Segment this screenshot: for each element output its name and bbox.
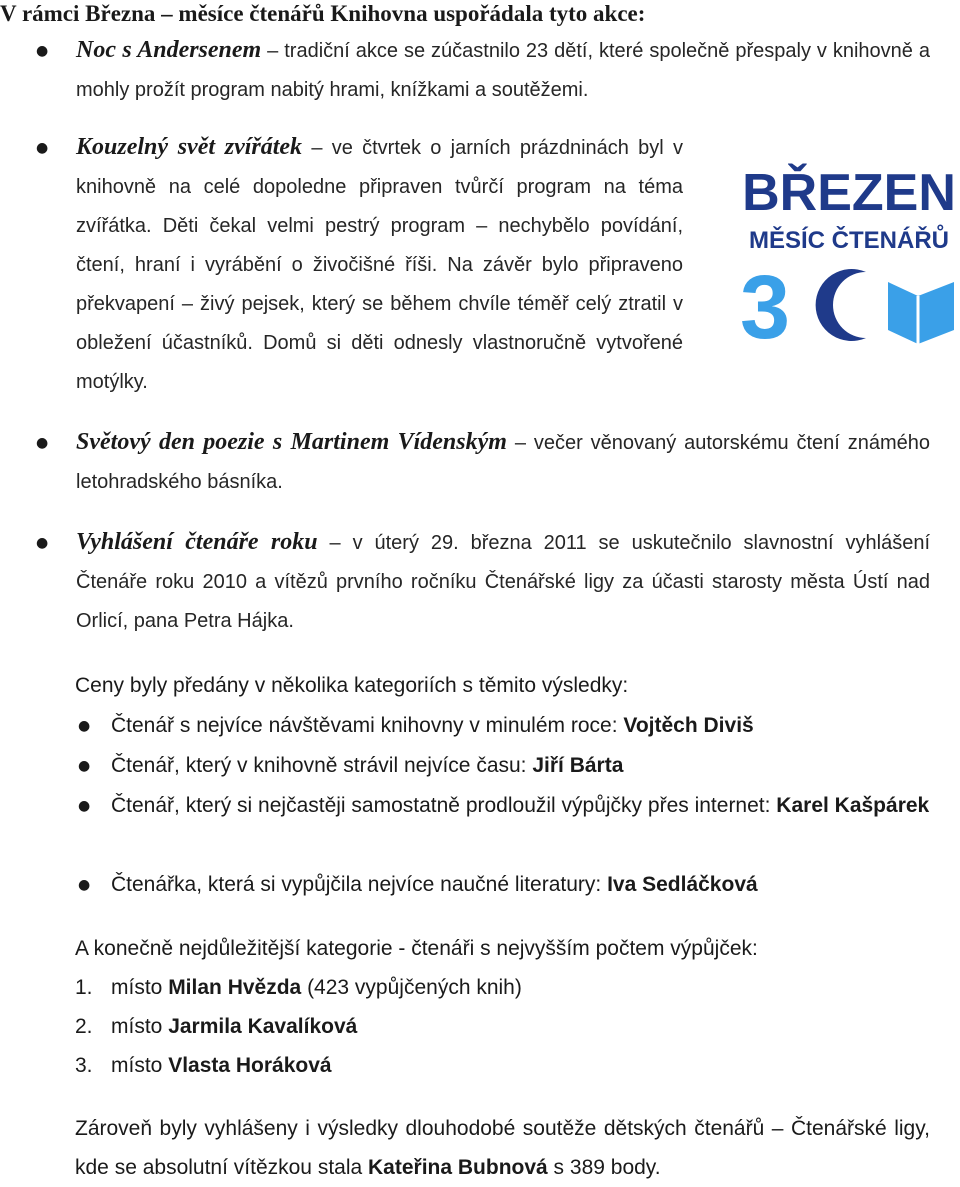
ranking-item	[111, 968, 522, 1007]
category-label: Čtenář, který v knihovně strávil nejvíce času:	[111, 754, 533, 777]
event-title: Noc s Andersenem	[76, 37, 262, 63]
closing-paragraph	[75, 1109, 930, 1187]
category-label: Čtenář s nejvíce návštěvami knihovny v minulém roce:	[111, 714, 624, 737]
rank-place: místo	[111, 1054, 169, 1077]
rank-number: 2.	[75, 1015, 93, 1038]
event-description: – v úterý 29. března 2011 se uskutečnilo slavnostní vyhlášení Čtenáře roku 2010 a vítězů prvního ročníku Čtenářské ligy za účasti starosty města Ústí nad Orlicí, pana Petra Hájka.	[76, 532, 931, 632]
bullet-icon: ●	[78, 758, 91, 774]
event-title: Světový den poezie s Martinem Vídenským	[76, 429, 507, 455]
bullet-icon: ●	[36, 140, 49, 156]
brezen-mesic-ctenaru-logo	[738, 150, 960, 350]
categories-intro: Ceny byly předány v několika kategoriích s těmito výsledky:	[75, 674, 629, 697]
bullet-icon: ●	[78, 718, 91, 734]
rank-number: 1.	[75, 976, 93, 999]
rank-name: Milan Hvězda	[168, 976, 302, 999]
event-description: – tradiční akce se zúčastnilo 23 dětí, které společně přespaly v knihovně a mohly prožít program nabitý hrami, knížkami a soutěžemi.	[76, 40, 930, 101]
category-item	[111, 706, 754, 745]
event-noc-s-andersenem	[76, 31, 930, 110]
category-winner: Vojtěch Diviš	[623, 714, 754, 737]
closing-text: Zároveň byly vyhlášeny i výsledky dlouhodobé soutěže dětských čtenářů – Čtenářské ligy, kde se absolutní vítězkou stala	[75, 1117, 930, 1179]
event-kouzelny-svet-zviratek	[76, 128, 683, 402]
rank-number: 3.	[75, 1054, 93, 1077]
event-description: – ve čtvrtek o jarních prázdninách byl v knihovně na celé dopoledne připraven tvůrčí program na téma zvířátka. Děti čekal velmi pestrý program – nechybělo povídání, čtení, hraní i vyrábění o živočišné říši. Na závěr bylo připraveno překvapení – živý pejsek, který se během chvíle téměř celý ztratil v obležení účastníků. Domů si děti odnesly vlastnoručně vytvořené motýlky.	[76, 137, 683, 393]
event-title: Kouzelný svět zvířátek	[76, 134, 303, 160]
rank-note: (423 vypůjčených knih)	[301, 976, 522, 999]
bullet-icon: ●	[78, 877, 91, 893]
category-winner: Karel Kašpárek	[776, 794, 930, 817]
rank-place: místo	[111, 976, 169, 999]
closing-text-end: s 389 body.	[547, 1156, 661, 1179]
moon-icon	[816, 269, 866, 341]
closing-winner: Kateřina Bubnová	[368, 1156, 548, 1179]
event-title: Vyhlášení čtenáře roku	[76, 529, 318, 555]
logo-title-text: BŘEZEN	[742, 164, 956, 222]
event-description: – večer věnovaný autorskému čtení známého letohradského básníka.	[76, 432, 931, 493]
rank-place: místo	[111, 1015, 169, 1038]
bullet-icon: ●	[36, 435, 49, 451]
event-vyhlaseni-ctenare-roku	[76, 523, 930, 641]
category-label: Čtenář, který si nejčastěji samostatně prodloužil výpůjčky přes internet:	[111, 794, 777, 817]
bullet-icon: ●	[78, 798, 91, 814]
logo-subtitle-text: MĚSÍC ČTENÁŘŮ	[748, 227, 950, 254]
category-item	[111, 746, 623, 785]
category-winner: Jiří Bárta	[532, 754, 624, 777]
ranking-item	[111, 1007, 357, 1046]
category-label: Čtenářka, která si vypůjčila nejvíce naučné literatury:	[111, 873, 608, 896]
ranking-item	[111, 1046, 332, 1085]
category-winner: Iva Sedláčková	[607, 873, 758, 896]
logo-graphic	[738, 150, 960, 350]
page-heading: V rámci Března – měsíce čtenářů Knihovna uspořádala tyto akce:	[0, 1, 646, 26]
category-item	[111, 786, 930, 825]
bullet-icon: ●	[36, 43, 49, 59]
book-icon	[888, 282, 954, 344]
bullet-icon: ●	[36, 535, 49, 551]
event-svetovy-den-poezie	[76, 423, 930, 502]
rank-name: Jarmila Kavalíková	[168, 1015, 358, 1038]
category-item	[111, 865, 758, 904]
logo-numeral-three: 3	[739, 258, 791, 350]
top-readers-intro: A konečně nejdůležitější kategorie - čtenáři s nejvyšším počtem výpůjček:	[75, 937, 758, 960]
rank-name: Vlasta Horáková	[168, 1054, 332, 1077]
